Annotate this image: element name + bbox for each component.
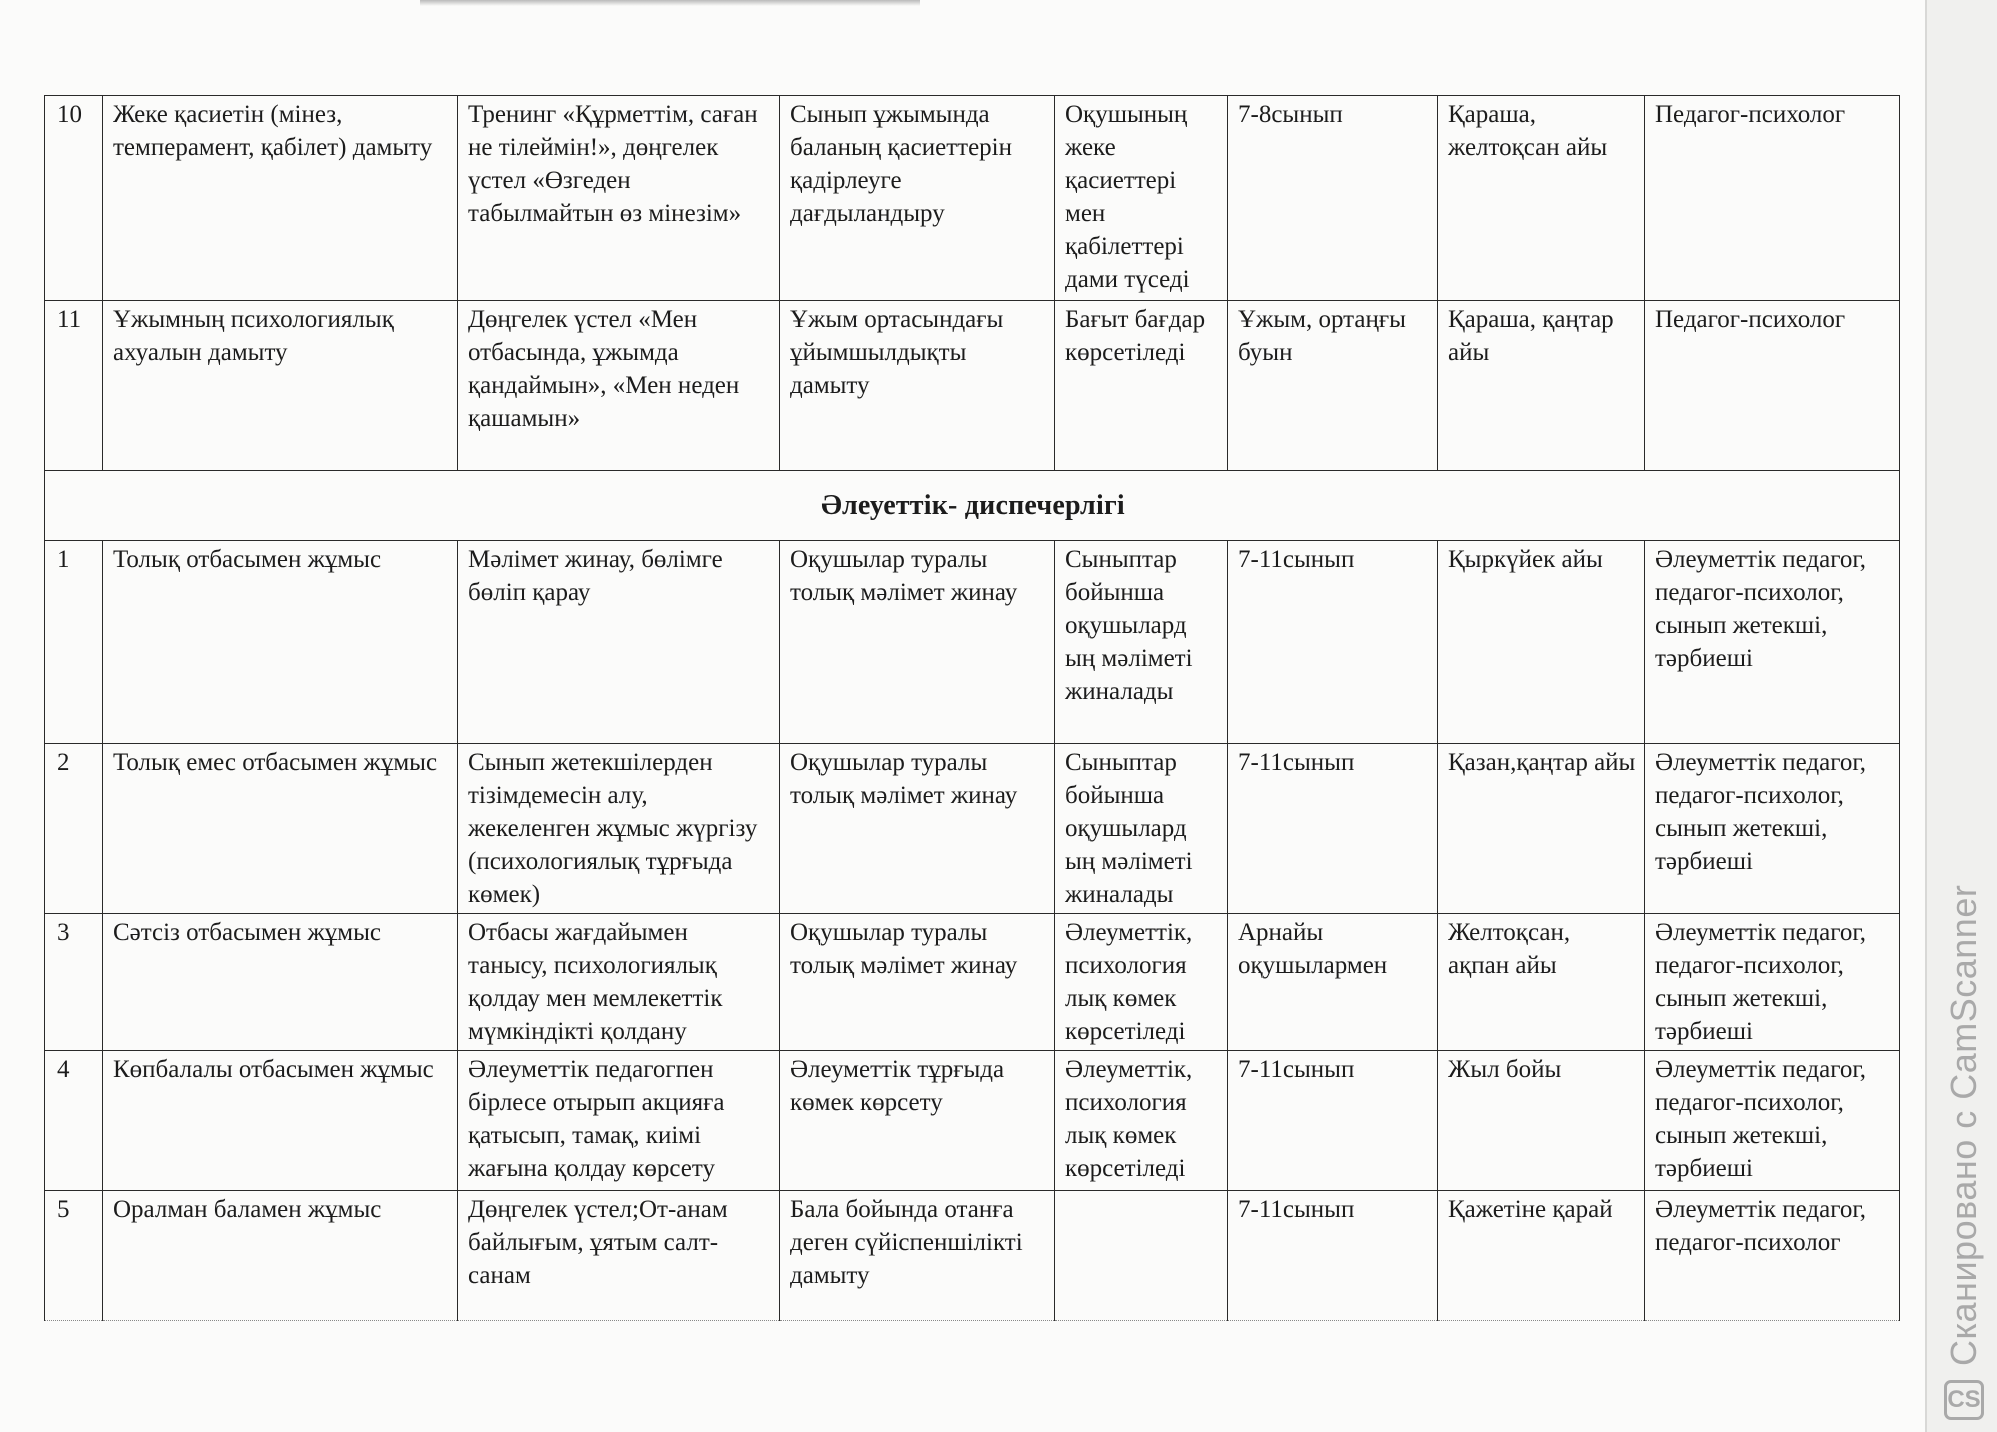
target-cell: Ұжым, ортаңғы буын xyxy=(1228,301,1438,471)
result-cell xyxy=(1055,1191,1228,1321)
form-cell: Мәлімет жинау, бөлімге бөліп қарау xyxy=(458,541,780,744)
camscanner-logo-icon: CS xyxy=(1944,1380,1984,1420)
target-cell: 7-11сынып xyxy=(1228,744,1438,914)
goal-cell: Оқушылар туралы толық мәлімет жинау xyxy=(780,914,1055,1051)
form-cell: Тренинг «Құрметтім, саған не тілеймін!», дөңгелек үстел «Өзгеден табылмайтын өз мінезім» xyxy=(458,96,780,301)
direction-cell: Көпбалалы отбасымен жұмыс xyxy=(103,1051,458,1191)
direction-cell: Жеке қасиетін (мінез, темперамент, қабілет) дамыту xyxy=(103,96,458,301)
direction-cell: Толық емес отбасымен жұмыс xyxy=(103,744,458,914)
row-number: 5 xyxy=(45,1191,103,1321)
responsible-cell: Әлеуметтік педагог, педагог-психолог, сынып жетекші, тәрбиеші xyxy=(1645,914,1900,1051)
table-row xyxy=(45,1051,1900,1191)
result-cell: Әлеуметтік, психология лық көмек көрсетіледі xyxy=(1055,1051,1228,1191)
result-cell: Сыныптар бойынша оқушылард ың мәліметі жиналады xyxy=(1055,744,1228,914)
time-cell: Қазан,қаңтар айы xyxy=(1438,744,1645,914)
time-cell: Қараша, қаңтар айы xyxy=(1438,301,1645,471)
time-cell: Қажетіне қарай xyxy=(1438,1191,1645,1321)
row-number: 3 xyxy=(45,914,103,1051)
scan-top-edge xyxy=(420,0,920,6)
form-cell: Сынып жетекшілерден тізімдемесін алу, жекеленген жұмыс жүргізу (психологиялық тұрғыда көмек) xyxy=(458,744,780,914)
goal-cell: Бала бойында отанға деген сүйіспеншілікті дамыту xyxy=(780,1191,1055,1321)
row-number: 1 xyxy=(45,541,103,744)
result-cell: Сыныптар бойынша оқушылард ың мәліметі жиналады xyxy=(1055,541,1228,744)
work-plan-table xyxy=(44,95,1900,1321)
goal-cell: Әлеуметтік тұрғыда көмек көрсету xyxy=(780,1051,1055,1191)
table-row xyxy=(45,96,1900,301)
goal-cell: Ұжым ортасындағы ұйымшылдықты дамыту xyxy=(780,301,1055,471)
responsible-cell: Педагог-психолог xyxy=(1645,96,1900,301)
camscanner-watermark xyxy=(1943,885,1985,1420)
table-row xyxy=(45,301,1900,471)
form-cell: Дөңгелек үстел «Мен отбасында, ұжымда қандаймын», «Мен неден қашамын» xyxy=(458,301,780,471)
goal-cell: Оқушылар туралы толық мәлімет жинау xyxy=(780,744,1055,914)
goal-cell: Сынып ұжымында баланың қасиеттерін қадірлеуге дағдыландыру xyxy=(780,96,1055,301)
direction-cell: Толық отбасымен жұмыс xyxy=(103,541,458,744)
table-row xyxy=(45,744,1900,914)
direction-cell: Сәтсіз отбасымен жұмыс xyxy=(103,914,458,1051)
table-row xyxy=(45,914,1900,1051)
time-cell: Қараша, желтоқсан айы xyxy=(1438,96,1645,301)
responsible-cell: Әлеуметтік педагог, педагог-психолог, сынып жетекші, тәрбиеші xyxy=(1645,541,1900,744)
row-number: 4 xyxy=(45,1051,103,1191)
result-cell: Оқушының жеке қасиеттері мен қабілеттері дами түседі xyxy=(1055,96,1228,301)
responsible-cell: Педагог-психолог xyxy=(1645,301,1900,471)
form-cell: Дөңгелек үстел;От-анам байлығым, ұятым салт-санам xyxy=(458,1191,780,1321)
result-cell: Әлеуметтік, психология лық көмек көрсетіледі xyxy=(1055,914,1228,1051)
watermark-text: Сканировано с CamScanner xyxy=(1943,884,1984,1366)
goal-cell: Оқушылар туралы толық мәлімет жинау xyxy=(780,541,1055,744)
target-cell: 7-8сынып xyxy=(1228,96,1438,301)
direction-cell: Ұжымның психологиялық ахуалын дамыту xyxy=(103,301,458,471)
time-cell: Желтоқсан, ақпан айы xyxy=(1438,914,1645,1051)
target-cell: Арнайы оқушылармен xyxy=(1228,914,1438,1051)
target-cell: 7-11сынып xyxy=(1228,1051,1438,1191)
form-cell: Әлеуметтік педагогпен бірлесе отырып акцияға қатысып, тамақ, киімі жағына қолдау көрсету xyxy=(458,1051,780,1191)
form-cell: Отбасы жағдайымен танысу, психологиялық қолдау мен мемлекеттік мүмкіндікті қолдану xyxy=(458,914,780,1051)
table-row xyxy=(45,1191,1900,1321)
responsible-cell: Әлеуметтік педагог, педагог-психолог xyxy=(1645,1191,1900,1321)
time-cell: Қыркүйек айы xyxy=(1438,541,1645,744)
direction-cell: Оралман баламен жұмыс xyxy=(103,1191,458,1321)
result-cell: Бағыт бағдар көрсетіледі xyxy=(1055,301,1228,471)
section-title: Әлеуеттік- диспечерлігі xyxy=(45,471,1900,541)
target-cell: 7-11сынып xyxy=(1228,541,1438,744)
row-number: 11 xyxy=(45,301,103,471)
responsible-cell: Әлеуметтік педагог, педагог-психолог, сынып жетекші, тәрбиеші xyxy=(1645,1051,1900,1191)
responsible-cell: Әлеуметтік педагог, педагог-психолог, сынып жетекші, тәрбиеші xyxy=(1645,744,1900,914)
time-cell: Жыл бойы xyxy=(1438,1051,1645,1191)
section-row xyxy=(45,471,1900,541)
target-cell: 7-11сынып xyxy=(1228,1191,1438,1321)
row-number: 10 xyxy=(45,96,103,301)
row-number: 2 xyxy=(45,744,103,914)
table-row xyxy=(45,541,1900,744)
